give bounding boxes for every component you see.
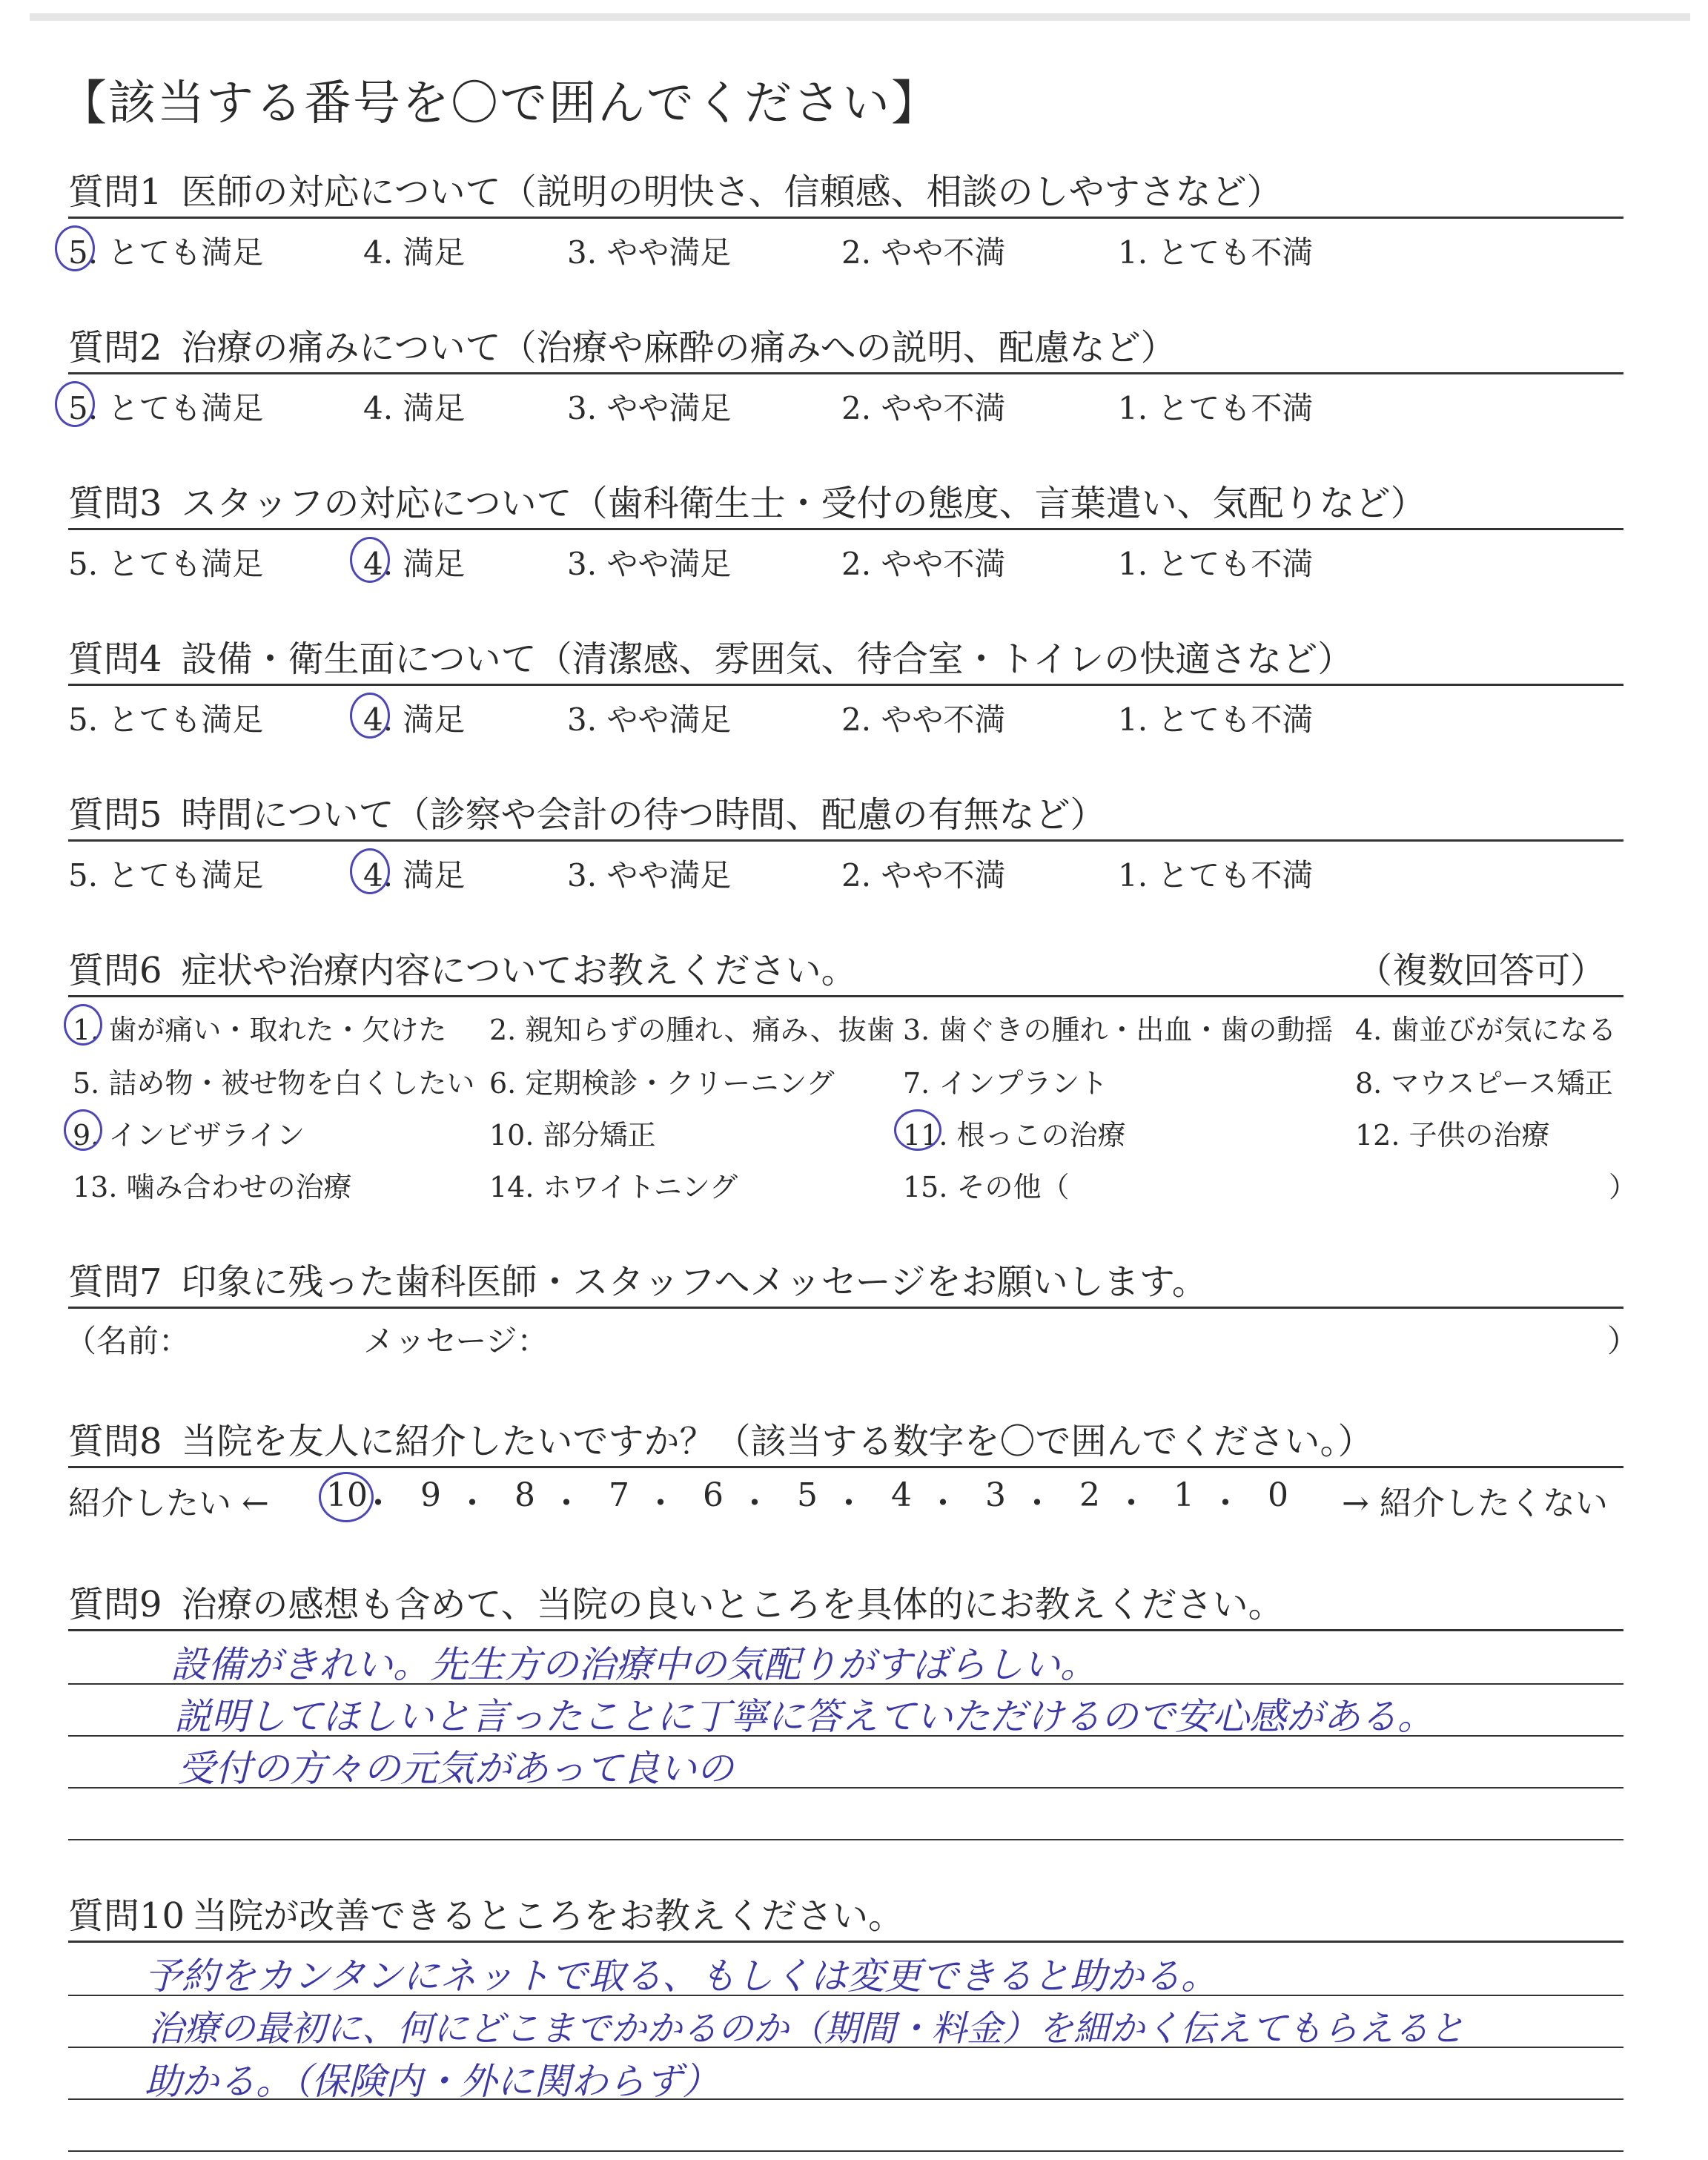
rating-option[interactable]: 1. とても不満 [1118, 546, 1314, 582]
scale-right-label: → 紹介したくない [1342, 1484, 1608, 1522]
scale-separator: ・ [644, 1484, 677, 1522]
message-label: メッセージ： [363, 1323, 549, 1359]
question-text: 時間について（診察や会計の待つ時間、配慮の有無など） [181, 794, 1106, 836]
question-4-title [68, 630, 1353, 681]
rating-option[interactable]: 2. やや不満 [841, 857, 1006, 894]
rating-option[interactable]: 5. とても満足 [68, 390, 264, 426]
scale-number[interactable]: 5 [797, 1476, 818, 1514]
question-rule [68, 1466, 1623, 1468]
selection-circle [350, 537, 390, 583]
answer-line [68, 2150, 1623, 2152]
question-9-title [68, 1576, 1284, 1627]
treatment-option[interactable]: 10. 部分矯正 [489, 1119, 656, 1152]
scan-edge [30, 13, 1690, 21]
question-3-title [68, 475, 1426, 526]
question-text: 印象に残った歯科医師・スタッフへメッセージをお願いします。 [181, 1261, 1208, 1303]
question-number: 質問9 [68, 1584, 162, 1625]
rating-option[interactable]: 4. 満足 [363, 234, 466, 271]
question-rule [68, 372, 1623, 374]
question-10-title [68, 1887, 904, 1938]
scale-separator: ・ [1115, 1484, 1148, 1522]
question-text: 医師の対応について（説明の明快さ、信頼感、相談のしやすさなど） [181, 171, 1282, 213]
treatment-option[interactable]: 5. 詰め物・被せ物を白くしたい [73, 1067, 475, 1100]
selection-circle [55, 225, 95, 271]
handwritten-answer-line: 治療の最初に、何にどこまでかかるのか（期間・料金）を細かく伝えてもらえると [148, 2008, 1466, 2050]
question-rule [68, 1941, 1623, 1943]
question-rule [68, 1307, 1623, 1309]
question-text: スタッフの対応について（歯科衛生士・受付の態度、言葉遣い、気配りなど） [181, 483, 1426, 524]
rating-option[interactable]: 4. 満足 [363, 390, 466, 426]
scale-left-label: 紹介したい ← [68, 1484, 269, 1522]
question-text: 症状や治療内容についてお教えください。 [181, 950, 857, 991]
scale-separator: ・ [833, 1484, 865, 1522]
rating-option[interactable]: 3. やや満足 [567, 546, 732, 582]
question-number: 質問2 [68, 327, 162, 369]
question-1-title [68, 163, 1282, 214]
question-number: 質問8 [68, 1421, 162, 1462]
scale-separator: ・ [1021, 1484, 1053, 1522]
scale-number[interactable]: 3 [985, 1476, 1006, 1514]
treatment-option[interactable]: 4. 歯並びが気になる [1355, 1014, 1617, 1046]
question-number: 質問4 [68, 638, 162, 680]
question-text: 治療の感想も含めて、当院の良いところを具体的にお教えください。 [181, 1584, 1284, 1625]
scale-separator: ・ [738, 1484, 771, 1522]
scale-number[interactable]: 8 [514, 1476, 535, 1514]
multiple-answer-note: （複数回答可） [1357, 950, 1606, 991]
treatment-option[interactable]: 6. 定期検診・クリーニング [489, 1067, 835, 1100]
question-rule [68, 528, 1623, 530]
question-number: 質問5 [68, 794, 162, 836]
question-text: 当院を友人に紹介したいですか？（該当する数字を〇で囲んでください。） [181, 1421, 1374, 1462]
treatment-option[interactable]: 1. 歯が痛い・取れた・欠けた [73, 1014, 447, 1046]
selection-circle [350, 848, 390, 894]
scale-number[interactable]: 10 [326, 1476, 368, 1514]
rating-option[interactable]: 1. とても不満 [1118, 857, 1314, 894]
rating-option[interactable]: 4. 満足 [363, 701, 466, 738]
question-number: 質問6 [68, 950, 162, 991]
question-number: 質問7 [68, 1261, 162, 1303]
answer-line [68, 1839, 1623, 1840]
scale-number[interactable]: 7 [609, 1476, 629, 1514]
other-close-paren: ） [1609, 1171, 1638, 1203]
rating-option[interactable]: 3. やや満足 [567, 857, 732, 894]
handwritten-answer-line: 受付の方々の元気があって良いの [178, 1747, 734, 1790]
scale-number[interactable]: 1 [1174, 1476, 1194, 1514]
question-rule [68, 839, 1623, 842]
rating-option[interactable]: 3. やや満足 [567, 701, 732, 738]
question-number: 質問3 [68, 483, 162, 524]
question-5-title [68, 786, 1106, 837]
treatment-option[interactable]: 14. ホワイトニング [489, 1171, 738, 1203]
rating-option[interactable]: 2. やや不満 [841, 234, 1006, 271]
rating-option[interactable]: 2. やや不満 [841, 390, 1006, 426]
rating-option[interactable]: 1. とても不満 [1118, 701, 1314, 738]
rating-option[interactable]: 1. とても不満 [1118, 234, 1314, 271]
selection-circle [350, 693, 390, 739]
treatment-option[interactable]: 3. 歯ぐきの腫れ・出血・歯の動揺 [903, 1014, 1334, 1046]
scale-number[interactable]: 0 [1268, 1476, 1288, 1514]
rating-option[interactable]: 5. とても満足 [68, 701, 264, 738]
question-number: 質問1 [68, 171, 162, 213]
question-rule [68, 684, 1623, 686]
rating-option[interactable]: 1. とても不満 [1118, 390, 1314, 426]
question-text: 治療の痛みについて（治療や麻酔の痛みへの説明、配慮など） [181, 327, 1176, 369]
scale-separator: ・ [1209, 1484, 1242, 1522]
scale-number[interactable]: 6 [703, 1476, 724, 1514]
treatment-option[interactable]: 13. 噛み合わせの治療 [73, 1171, 352, 1203]
rating-option[interactable]: 5. とても満足 [68, 234, 264, 271]
question-text: 当院が改善できるところをお教えください。 [192, 1895, 904, 1937]
question-text: 設備・衛生面について（清潔感、雰囲気、待合室・トイレの快適さなど） [181, 638, 1354, 680]
selection-circle [64, 1109, 102, 1151]
rating-option[interactable]: 4. 満足 [363, 546, 466, 582]
scale-number[interactable]: 2 [1079, 1476, 1100, 1514]
scale-number[interactable]: 9 [420, 1476, 441, 1514]
selection-circle [64, 1004, 102, 1046]
rating-option[interactable]: 5. とても満足 [68, 546, 264, 582]
scale-separator: ・ [456, 1484, 489, 1522]
question-2-title [68, 319, 1176, 370]
rating-option[interactable]: 2. やや不満 [841, 546, 1006, 582]
handwritten-answer-line: 助かる。（保険内・外に関わらず） [145, 2060, 719, 2103]
rating-option[interactable]: 5. とても満足 [68, 857, 264, 894]
treatment-option[interactable]: 12. 子供の治療 [1355, 1119, 1550, 1152]
question-rule [68, 995, 1623, 997]
rating-option[interactable]: 3. やや満足 [567, 234, 732, 271]
handwritten-answer-line: 予約をカンタンにネットで取る、もしくは変更できると助かる。 [145, 1955, 1218, 1998]
question-7-title [68, 1253, 1208, 1304]
name-label: （名前： [65, 1323, 191, 1359]
selection-circle [55, 381, 95, 427]
handwritten-answer-line: 設備がきれい。先生方の治療中の気配りがすばらしい。 [171, 1643, 1097, 1686]
treatment-option[interactable]: 2. 親知らずの腫れ、痛み、抜歯 [489, 1014, 895, 1046]
treatment-option[interactable]: 15. その他（ [903, 1171, 1070, 1203]
scale-number[interactable]: 4 [891, 1476, 912, 1514]
handwritten-answer-line: 説明してほしいと言ったことに丁寧に答えていただけるので安心感がある。 [174, 1695, 1434, 1738]
scale-separator: ・ [362, 1484, 394, 1522]
question-8-title [68, 1413, 1374, 1464]
scale-separator: ・ [927, 1484, 959, 1522]
question-6-title [68, 942, 857, 993]
scale-separator: ・ [550, 1484, 583, 1522]
treatment-option[interactable]: 11. 根っこの治療 [903, 1119, 1126, 1152]
treatment-option[interactable]: 9. インビザライン [73, 1119, 305, 1152]
treatment-option[interactable]: 8. マウスピース矯正 [1355, 1067, 1613, 1100]
question-number: 質問10 [68, 1895, 185, 1937]
rating-option[interactable]: 4. 満足 [363, 857, 466, 894]
question-rule [68, 1629, 1623, 1631]
rating-option[interactable]: 2. やや不満 [841, 701, 1006, 738]
treatment-option[interactable]: 7. インプラント [903, 1067, 1108, 1100]
selection-circle [319, 1472, 374, 1522]
rating-option[interactable]: 3. やや満足 [567, 390, 732, 426]
page-title: 【該当する番号を〇で囲んでください】 [59, 76, 940, 131]
question-rule [68, 217, 1623, 219]
close-paren: ） [1607, 1323, 1639, 1359]
selection-circle [894, 1109, 941, 1151]
